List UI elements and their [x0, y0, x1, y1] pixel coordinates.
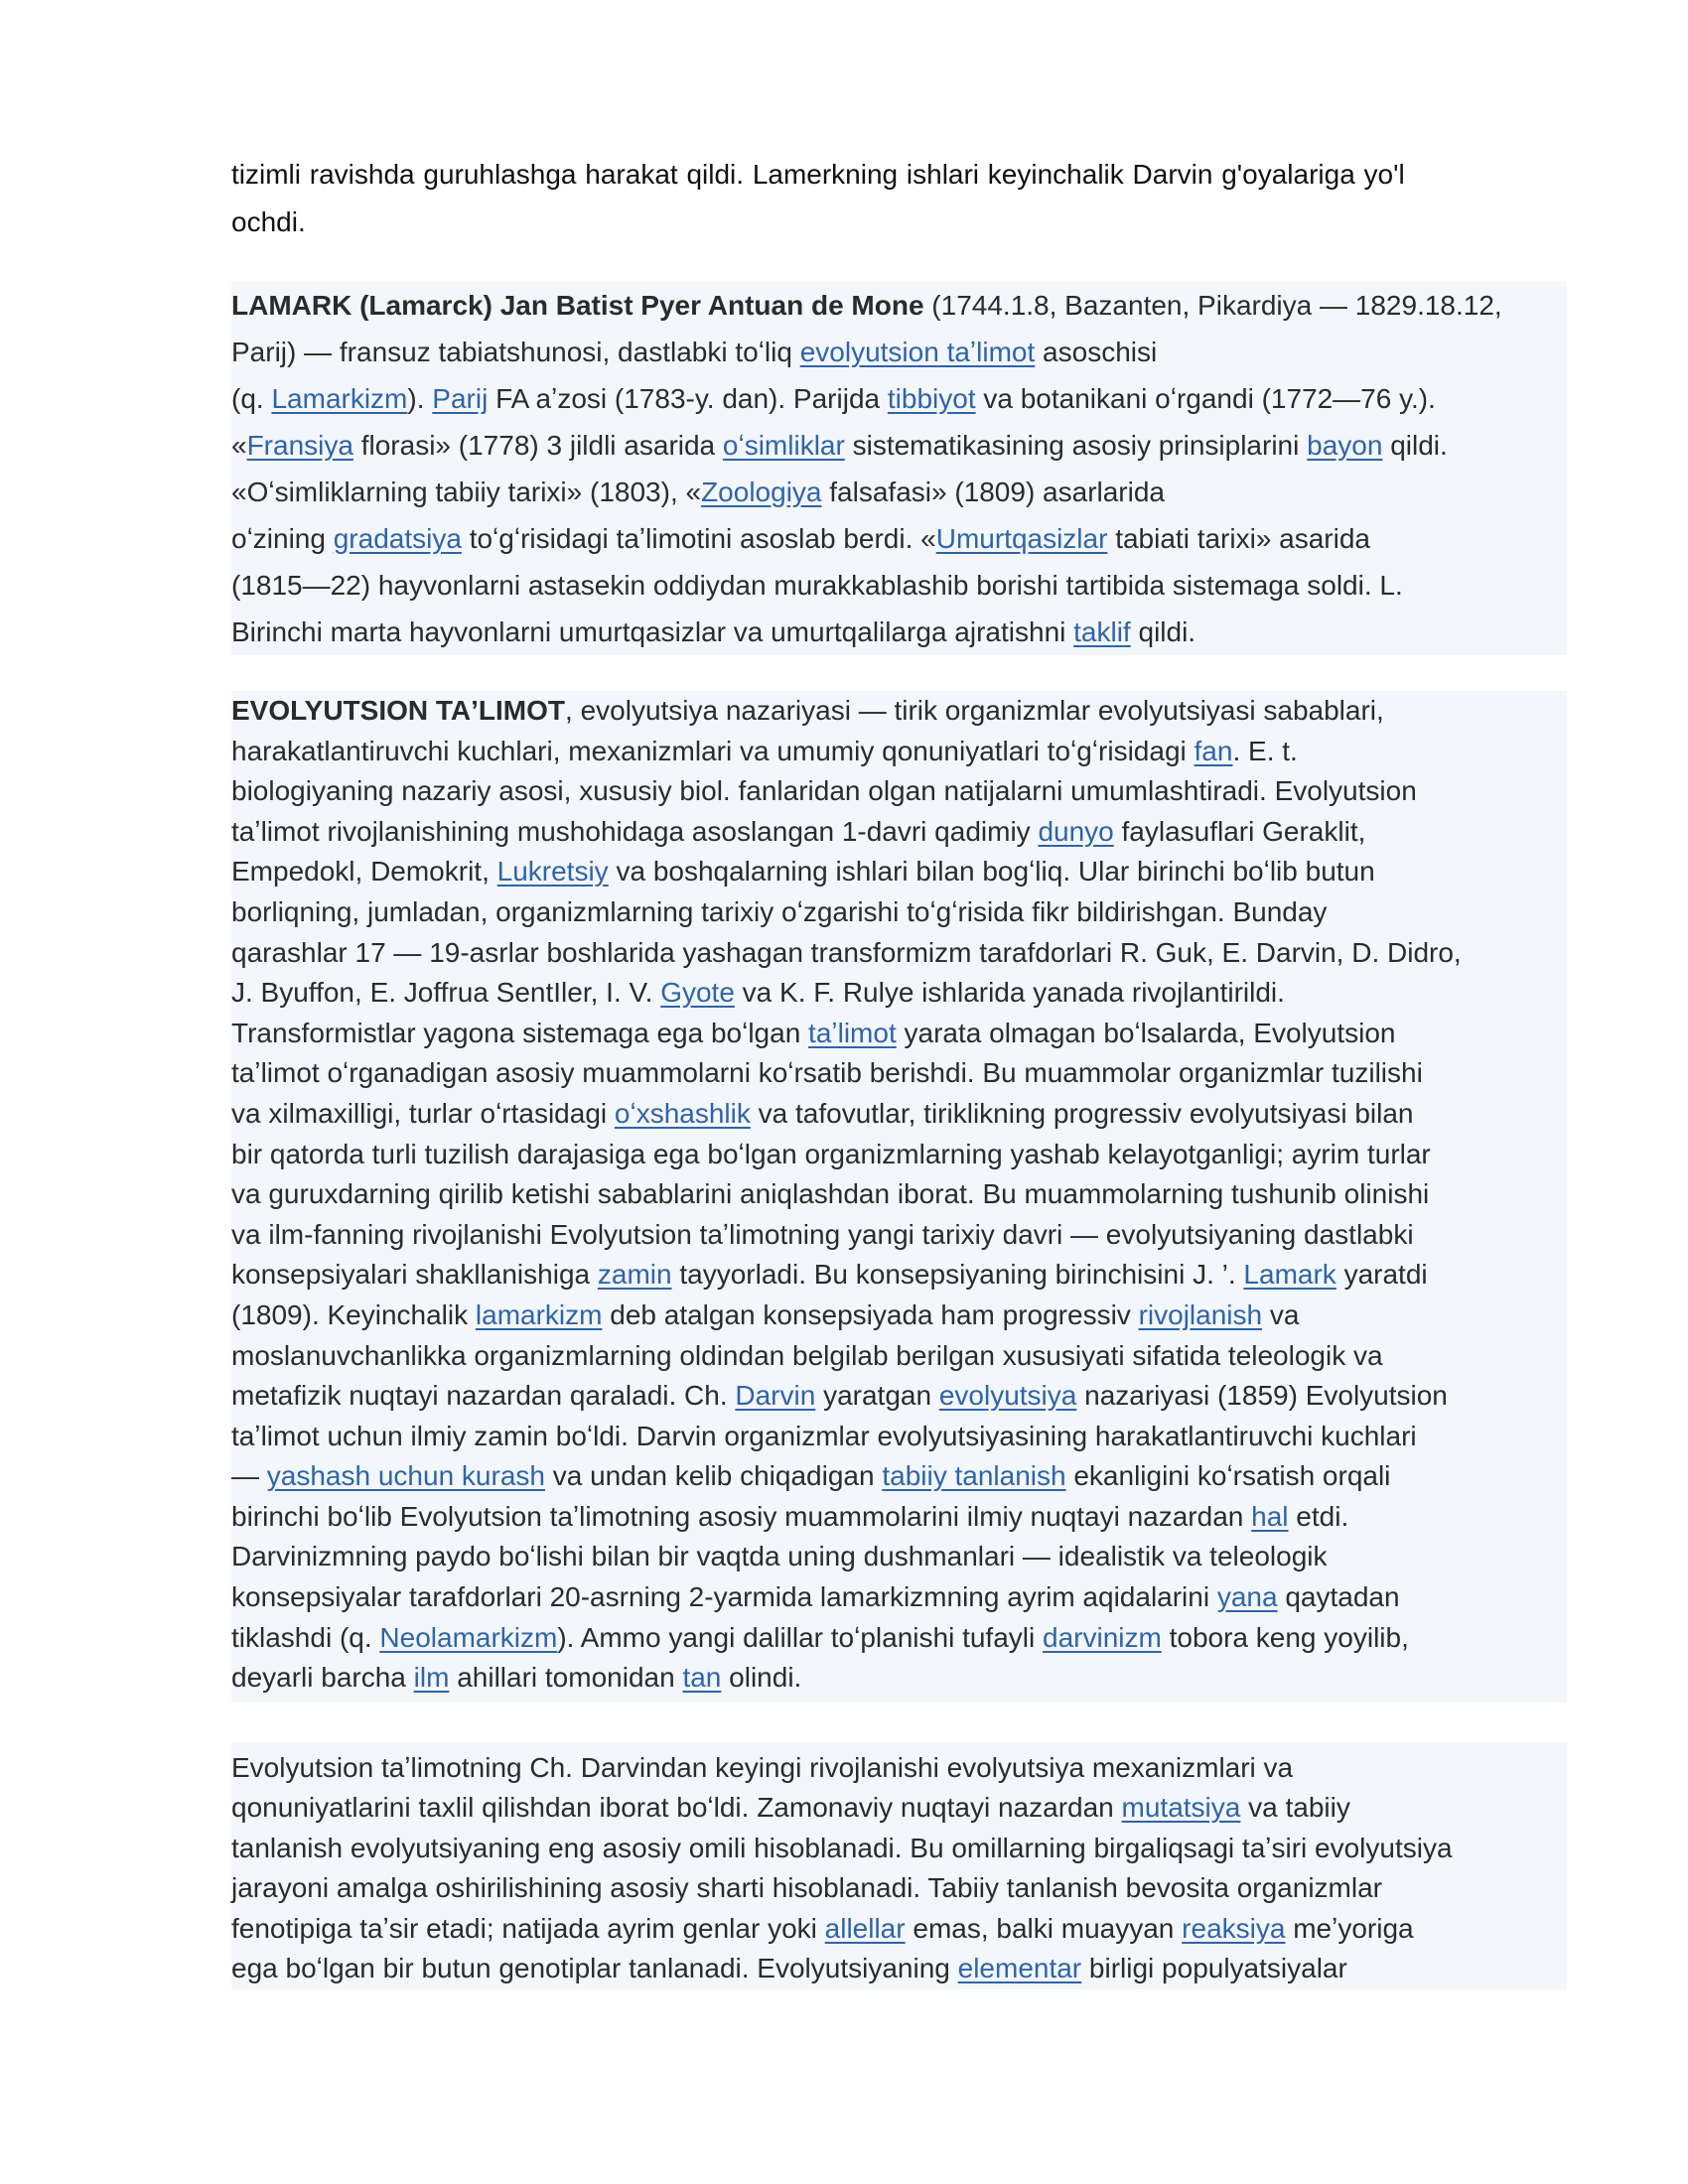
text-line: «Fransiya florasi» (1778) 3 jildli asarida oʻsimliklar sistematikasining asosiy prinsiplarini bayon qildi. — [231, 430, 1448, 461]
link-rivojlanish[interactable]: rivojlanish — [1138, 1298, 1263, 1330]
link-elementar[interactable]: elementar — [957, 1953, 1082, 1984]
link-reaksiya[interactable]: reaksiya — [1182, 1912, 1286, 1944]
link-parij[interactable]: Parij — [432, 383, 489, 414]
link-evolyutsion-talimot[interactable]: evolyutsion taʼlimot — [799, 337, 1036, 367]
link-yashash-uchun-kurash[interactable]: yashash uchun kurash — [266, 1460, 545, 1492]
text-line: biologiyaning nazariy asosi, xususiy biol. fanlaridan olgan natijalarni umumlashtiradi. Evolyutsion — [231, 775, 1417, 807]
link-bayon[interactable]: bayon — [1307, 430, 1383, 461]
text-line: va xilmaxilligi, turlar oʻrtasidagi oʻxshashlik va tafovutlar, tiriklikning progressiv evolyutsiyasi bilan — [231, 1097, 1414, 1129]
text-line: tizimli ravishda guruhlashga harakat qildi. Lamerkning ishlari keyinchalik Darvin g'oyalariga yo'l — [231, 159, 1405, 190]
text-line: taʼlimot uchun ilmiy zamin boʻldi. Darvin organizmlar evolyutsiyasining harakatlantiruvchi kuchlari — [231, 1420, 1417, 1451]
link-tibbiyot[interactable]: tibbiyot — [887, 383, 976, 414]
link-gradatsiya[interactable]: gradatsiya — [333, 523, 462, 554]
text-line: bir qatorda turli tuzilish darajasiga ega boʻlgan organizmlarning yashab kelayotganligi; ayrim turlar — [231, 1138, 1431, 1169]
document-page — [231, 151, 1567, 1989]
link-oxshashlik[interactable]: oʻxshashlik — [614, 1097, 751, 1129]
text-line: deyarli barcha ilm ahillari tomonidan tan olindi. — [231, 1662, 802, 1694]
text-line: fenotipiga taʼsir etadi; natijada ayrim genlar yoki allellar emas, balki muayyan reaksiya meʼyoriga — [231, 1912, 1414, 1944]
text-line: borliqning, jumladan, organizmlarning tarixiy oʻzgarishi toʻgʻrisida fikr bildirishgan. Bunday — [231, 895, 1328, 927]
text-line: oʻzining gradatsiya toʻgʻrisidagi taʼlimotini asoslab berdi. «Umurtqasizlar tabiati tarixi» asarida — [231, 523, 1370, 554]
text-line: J. Byuffon, E. Joffrua SentIler, I. V. Gyote va K. F. Rulye ishlarida yanada rivojlantirildi. — [231, 977, 1285, 1009]
text-line: «Oʻsimliklarning tabiiy tarixi» (1803), «Zoologiya falsafasi» (1809) asarlarida — [231, 477, 1165, 507]
link-lukretsiy[interactable]: Lukretsiy — [496, 856, 609, 887]
text-line: (1809). Keyinchalik lamarkizm deb atalgan konsepsiyada ham progressiv rivojlanish va — [231, 1298, 1300, 1330]
text-line: tiklashdi (q. Neolamarkizm). Ammo yangi dalillar toʻplanishi tufayli darvinizm tobora keng yoyilib, — [231, 1621, 1409, 1653]
text-line: moslanuvchanlikka organizmlarning oldindan belgilab berilgan xususiyati sifatida teleologik va — [231, 1339, 1383, 1371]
text-line: Darvinizmning paydo boʻlishi bilan bir vaqtda uning dushmanlari — idealistik va teleologik — [231, 1541, 1328, 1572]
link-ilm[interactable]: ilm — [413, 1662, 450, 1694]
link-umurtqasizlar[interactable]: Umurtqasizlar — [935, 523, 1108, 554]
link-tan[interactable]: tan — [682, 1662, 722, 1694]
link-yana[interactable]: yana — [1216, 1581, 1278, 1613]
link-zoologiya[interactable]: Zoologiya — [701, 477, 822, 507]
text-line: Parij) — fransuz tabiatshunosi, dastlabki toʻliq evolyutsion taʼlimot asoschisi — [231, 337, 1158, 367]
link-osimliklar[interactable]: oʻsimliklar — [722, 430, 845, 461]
text-line: ega boʻlgan bir butun genotiplar tanlanadi. Evolyutsiyaning elementar birligi populyatsiyalar — [231, 1953, 1347, 1984]
link-dunyo[interactable]: dunyo — [1038, 815, 1114, 847]
text-line: Transformistlar yagona sistemaga ega boʻlgan taʼlimot yarata olmagan boʻlsalarda, Evolyutsion — [231, 1017, 1396, 1048]
link-darvin[interactable]: Darvin — [735, 1380, 816, 1412]
text-line: harakatlantiruvchi kuchlari, mexanizmlari va umumiy qonuniyatlari toʻgʻrisidagi fan. E. t. — [231, 735, 1298, 766]
link-fan[interactable]: fan — [1194, 735, 1233, 766]
text-line: birinchi boʻlib Evolyutsion taʼlimotning asosiy muammolarini ilmiy nuqtayi nazardan hal etdi. — [231, 1500, 1349, 1532]
text-line: LAMARK (Lamarck) Jan Batist Pyer Antuan de Mone (1744.1.8, Bazanten, Pikardiya — 1829.18.12, — [231, 290, 1502, 321]
link-fransiya[interactable]: Fransiya — [246, 430, 353, 461]
link-lamarkizm-2[interactable]: lamarkizm — [475, 1298, 603, 1330]
lamark-heading: LAMARK (Lamarck) Jan Batist Pyer Antuan de Mone — [231, 290, 924, 321]
text-line: qarashlar 17 — 19-asrlar boshlarida yashagan transformizm tarafdorlari R. Guk, E. Darvin, D. Didro, — [231, 936, 1462, 968]
lamark-paragraph — [231, 282, 1567, 655]
text-line: taʼlimot rivojlanishining mushohidaga asoslangan 1-davri qadimiy dunyo faylasuflari Geraklit, — [231, 815, 1366, 847]
text-line: va ilm-fanning rivojlanishi Evolyutsion taʼlimotning yangi tarixiy davri — evolyutsiyaning dastlabki — [231, 1218, 1414, 1250]
link-talimot[interactable]: taʼlimot — [808, 1017, 897, 1048]
evolyutsion-heading: EVOLYUTSION TAʼLIMOT — [231, 695, 566, 726]
link-lamarkizm[interactable]: Lamarkizm — [271, 383, 408, 414]
link-allellar[interactable]: allellar — [824, 1912, 906, 1944]
link-neolamarkizm[interactable]: Neolamarkizm — [379, 1621, 558, 1653]
text-line: jarayoni amalga oshirilishining asosiy sharti hisoblanadi. Tabiiy tanlanish bevosita organizmlar — [231, 1872, 1382, 1904]
link-evolyutsiya[interactable]: evolyutsiya — [938, 1380, 1077, 1412]
darvindan-keyingi-paragraph — [231, 1742, 1567, 1989]
text-line: Empedokl, Demokrit, Lukretsiy va boshqalarning ishlari bilan bogʻliq. Ular birinchi boʻlib butun — [231, 856, 1375, 887]
text-line: Birinchi marta hayvonlarni umurtqasizlar va umurtqalilarga ajratishni taklif qildi. — [231, 616, 1196, 647]
link-gyote[interactable]: Gyote — [660, 977, 735, 1009]
text-line: (q. Lamarkizm). Parij FA aʼzosi (1783-y. dan). Parijda tibbiyot va botanikani oʻrgandi (1772—76 y.). — [231, 383, 1436, 414]
text-line: Evolyutsion taʼlimotning Ch. Darvindan keyingi rivojlanishi evolyutsiya mexanizmlari va — [231, 1751, 1294, 1783]
text-line: tanlanish evolyutsiyaning eng asosiy omili hisoblanadi. Bu omillarning birgaliqsagi taʼsiri evolyutsiya — [231, 1832, 1453, 1863]
intro-paragraph — [231, 151, 1567, 246]
text-line: qonuniyatlarini taxlil qilishdan iborat boʻldi. Zamonaviy nuqtayi nazardan mutatsiya va tabiiy — [231, 1792, 1350, 1824]
link-darvinizm[interactable]: darvinizm — [1043, 1621, 1162, 1653]
text-line: konsepsiyalari shakllanishiga zamin tayyorladi. Bu konsepsiyaning birinchisini J. ’. Lamark yaratdi — [231, 1259, 1428, 1291]
text-line: konsepsiyalar tarafdorlari 20-asrning 2-yarmida lamarkizmning ayrim aqidalarini yana qaytadan — [231, 1581, 1400, 1613]
text-line: EVOLYUTSION TAʼLIMOT, evolyutsiya nazariyasi — tirik organizmlar evolyutsiyasi sabablari, — [231, 695, 1384, 726]
link-zamin[interactable]: zamin — [597, 1259, 672, 1291]
text-line: metafizik nuqtayi nazardan qaraladi. Ch. Darvin yaratgan evolyutsiya nazariyasi (1859) Evolyutsion — [231, 1380, 1448, 1412]
evolyutsion-talimot-paragraph — [231, 691, 1567, 1703]
text-line: ochdi. — [231, 206, 306, 237]
text-line: va guruxdarning qirilib ketishi sabablarini aniqlashdan iborat. Bu muammolarning tushunib olinishi — [231, 1178, 1430, 1210]
link-lamark[interactable]: Lamark — [1243, 1259, 1336, 1291]
link-mutatsiya[interactable]: mutatsiya — [1121, 1792, 1241, 1824]
link-taklif[interactable]: taklif — [1073, 616, 1131, 647]
link-hal[interactable]: hal — [1251, 1500, 1289, 1532]
link-tabiiy-tanlanish[interactable]: tabiiy tanlanish — [882, 1460, 1066, 1492]
text-line: taʼlimot oʻrganadigan asosiy muammolarni koʻrsatib berishdi. Bu muammolar organizmlar tuzilishi — [231, 1057, 1423, 1089]
text-line: (1815—22) hayvonlarni astasekin oddiydan murakkablashib borishi tartibida sistemaga soldi. L. — [231, 570, 1403, 601]
text-line: — yashash uchun kurash va undan kelib chiqadigan tabiiy tanlanish ekanligini koʻrsatish orqali — [231, 1460, 1391, 1492]
